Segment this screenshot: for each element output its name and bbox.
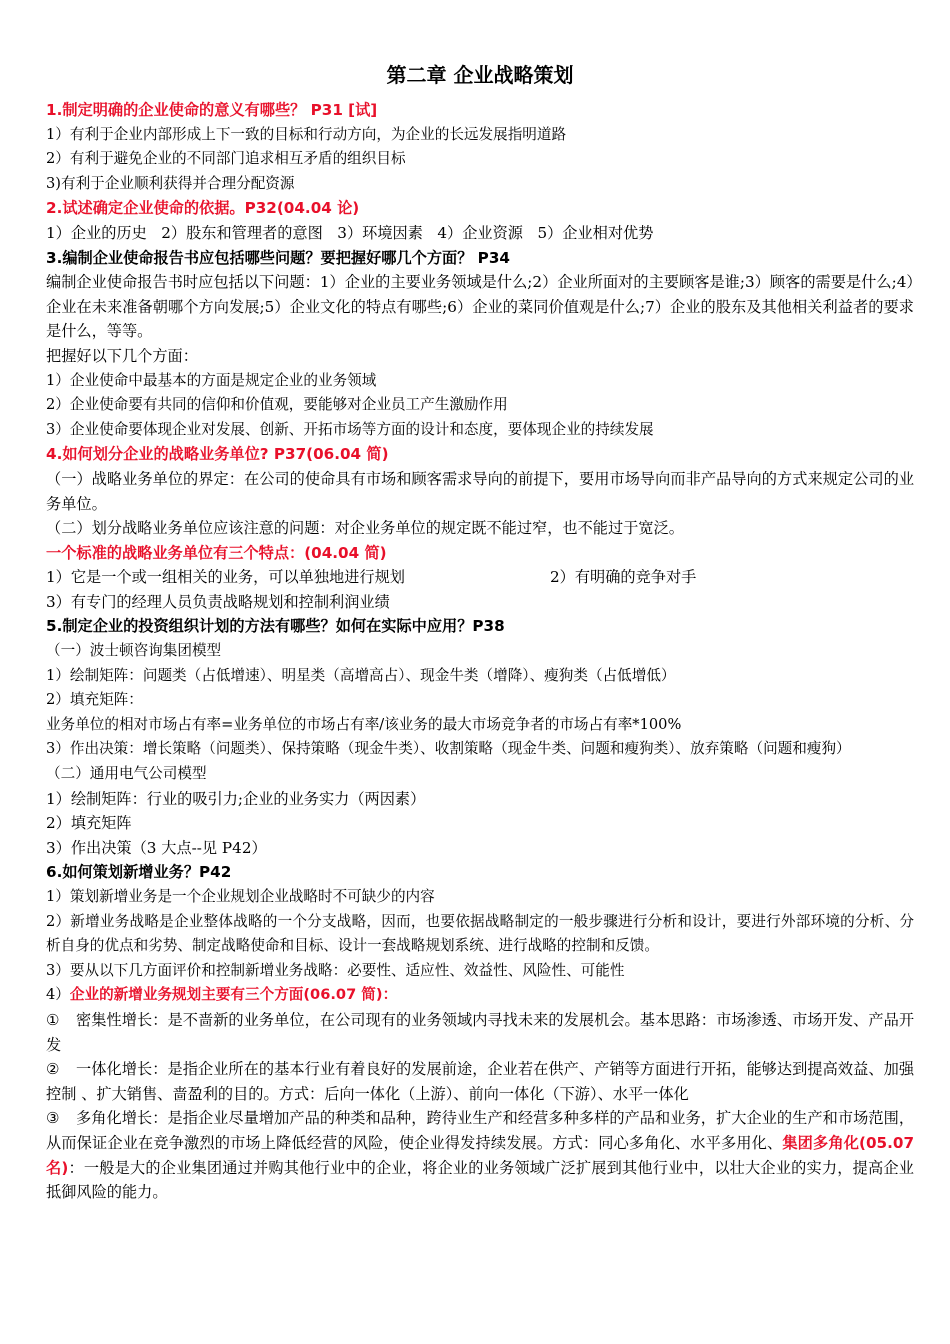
q2-item-1: 1）企业的历史 2）股东和管理者的意图 3）环境因素 4）企业资源 5）企业相对优势 — [46, 223, 654, 242]
q4-paragraph-1: （一）战略业务单位的界定：在公司的使命具有市场和顾客需求导向的前提下，要用市场导向而非产品导向的方式来规定公司的业务单位。 — [46, 469, 914, 513]
q6-item4-prefix: 4） — [46, 986, 70, 1004]
q6-line-1: 1）策划新增业务是一个企业规划企业战略时不可缺少的内容 — [46, 888, 435, 905]
q5-line-7: 1）绘制矩阵：行业的吸引力;企业的业务实力（两因素） — [46, 789, 426, 808]
q4-paragraph-2: （二）划分战略业务单位应该注意的问题：对企业务单位的规定既不能过窄，也不能过于宽泛。 — [46, 519, 684, 538]
q3-paragraph: 编制企业使命报告书时应包括以下问题：1）企业的主要业务领域是什么;2）企业所面对的主要顾客是谁;3）顾客的需要是什么;4）企业在未来准备朝哪个方向发展;5）企业文化的特点有哪些;6）企业的菜同价值观是什么;7）企业的股东及其他相关利益者的要求是什么，等等。 — [46, 273, 914, 341]
question-2-heading: 2.试述确定企业使命的依据。P32(04.04 论) — [46, 199, 360, 218]
q6-circle-item-2 — [46, 1057, 914, 1106]
q5-line-6: （二）通用电气公司模型 — [46, 765, 207, 783]
q3-item-1: 1）企业使命中最基本的方面是规定企业的业务领域 — [46, 371, 377, 389]
q6-line-3: 3）要从以下几方面评价和控制新增业务战略：必要性、适应性、效益性、风险性、可能性 — [46, 961, 625, 979]
question-5-heading: 5.制定企业的投资组织计划的方法有哪些？如何在实际中应用？P38 — [46, 617, 505, 636]
circle-2-mark: ② — [46, 1060, 60, 1079]
circle-3-text-a: 多角化增长：是指企业尽量增加产品的种类和品种，跨待业生产和经营多种多样的产品和业务，扩大企业的生产和市场范围，从而保证企业在竞争激烈的市场上降低经营的风险，使企业得发持续发展。方式：同心多角化、水平多用化、 — [46, 1109, 914, 1152]
question-4-heading: 4.如何划分企业的战略业务单位? P37(06.04 简) — [46, 445, 389, 464]
q1-item-3: 3)有利于企业顺利获得并合理分配资源 — [46, 174, 295, 192]
circle-1-mark: ① — [46, 1010, 60, 1029]
q6-line-2: 2）新增业务战略是企业整体战略的一个分支战略，因而，也要依据战略制定的一般步骤进行分析和设计，要进行外部环境的分析、分析自身的优点和劣势、制定战略使命和目标、设计一套战略规划系统、进行战略的控制和反馈。 — [46, 912, 914, 955]
q5-line-4: 业务单位的相对市场占有率=业务单位的市场占有率/该业务的最大市场竞争者的市场占有率*100% — [46, 715, 682, 733]
question-1-heading: 1.制定明确的企业使命的意义有哪些？ P31 [试] — [46, 101, 378, 119]
q3-intro: 把握好以下几个方面： — [46, 346, 198, 365]
q6-line-4 — [46, 983, 914, 1008]
q4-feature-2: 2）有明确的竞争对手 — [550, 568, 697, 587]
circle-2-text: 一体化增长：是指企业所在的基本行业有着良好的发展前途，企业若在供产、产销等方面进行开拓，能够达到提高效益、加强控制 、扩大销售、啬盈利的目的。方式：后向一体化（上游）、前向一体化（下游）、水平一体化 — [46, 1060, 914, 1103]
q4-feature-3: 3）有专门的经理人员负责战略规划和控制利润业绩 — [46, 592, 390, 611]
q5-line-5: 3）作出决策：增长策略（问题类）、保持策略（现金牛类）、收割策略（现金牛类、问题和瘦狗类）、放弃策略（问题和瘦狗） — [46, 740, 851, 758]
question-3-heading: 3.编制企业使命报告书应包括哪些问题？要把握好哪几个方面？ P34 — [46, 248, 510, 267]
question-6-heading: 6.如何策划新增业务？P42 — [46, 863, 232, 882]
q6-circle-item-3 — [46, 1106, 914, 1204]
q1-item-2: 2）有利于避免企业的不同部门追求相互矛盾的组织目标 — [46, 150, 406, 168]
circle-3-red-term: 集团多角化(05.07 名) — [46, 1133, 915, 1177]
q5-line-1: （一）波士顿咨询集团模型 — [46, 642, 222, 660]
q5-line-8: 2）填充矩阵 — [46, 814, 132, 833]
q3-item-3: 3）企业使命要体现企业对发展、创新、开拓市场等方面的设计和态度，要体现企业的持续发展 — [46, 420, 654, 438]
q6-circle-item-1 — [46, 1008, 914, 1057]
circle-1-text: 密集性增长：是不啬新的业务单位，在公司现有的业务领域内寻找未来的发展机会。基本思路：市场渗透、市场开发、产品开发 — [46, 1010, 914, 1054]
circle-3-text-b: ：一般是大的企业集团通过并购其他行业中的企业，将企业的业务领域广泛扩展到其他行业中，以壮大企业的实力，提高企业抵御风险的能力。 — [46, 1158, 914, 1202]
q1-item-1: 1）有利于企业内部形成上下一致的目标和行动方向，为企业的长远发展指明道路 — [46, 125, 567, 143]
q5-line-3: 2）填充矩阵： — [46, 691, 143, 709]
q5-line-9: 3）作出决策（3 大点--见 P42） — [46, 838, 267, 857]
q6-item4-red-heading: 企业的新增业务规划主要有三个方面(06.07 简)： — [69, 986, 398, 1004]
q4-feature-1: 1）它是一个或一组相关的业务，可以单独地进行规划 — [46, 568, 405, 587]
q3-item-2: 2）企业使命要有共同的信仰和价值观，要能够对企业员工产生激励作用 — [46, 396, 508, 414]
q4-features-row — [46, 565, 914, 590]
q4-sub-heading: 一个标准的战略业务单位有三个特点：(04.04 简) — [46, 543, 387, 562]
q5-line-2: 1）绘制矩阵：问题类（占低增速）、明星类（高增高占）、现金牛类（增降）、瘦狗类（占低增低） — [46, 666, 676, 684]
chapter-title: 第二章 企业战略策划 — [386, 63, 574, 87]
circle-3-mark: ③ — [46, 1109, 60, 1128]
